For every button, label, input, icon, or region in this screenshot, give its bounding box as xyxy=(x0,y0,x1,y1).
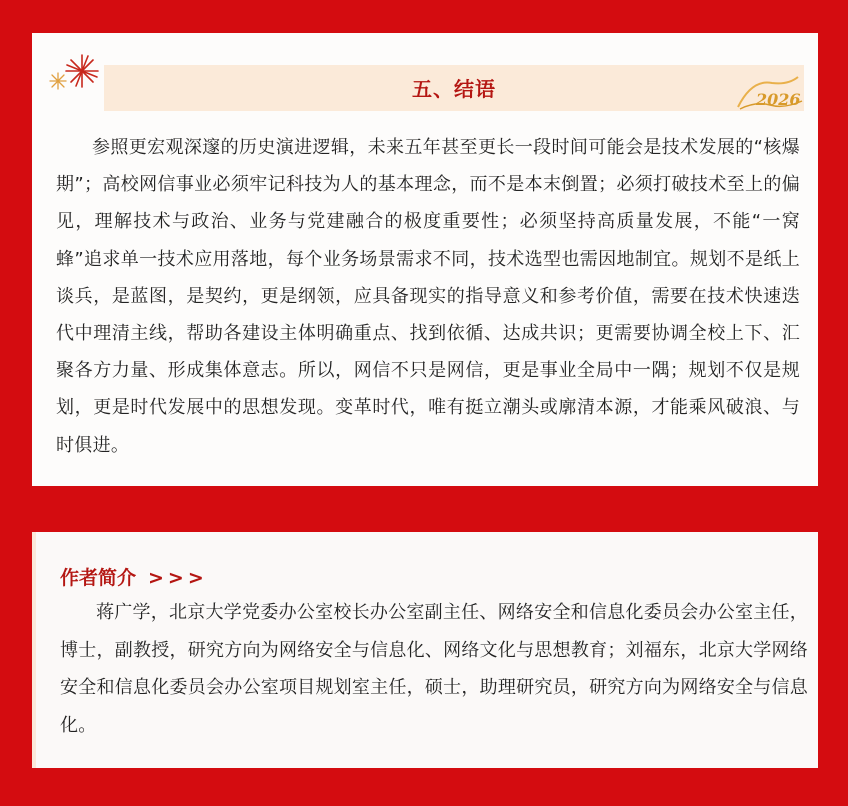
firework-icon xyxy=(46,51,102,107)
author-bio: 蒋广学，北京大学党委办公室校长办公室副主任、网络安全和信息化委员会办公室主任，博士，副教授，研究方向为网络安全与信息化、网络文化与思想教育；刘福东，北京大学网络安全和信息化委员会办公室项目规划室主任，硕士，助理研究员，研究方向为网络安全与信息化。 xyxy=(60,602,808,736)
section-title: 五、结语 xyxy=(412,77,496,101)
author-heading xyxy=(60,563,208,590)
conclusion-card xyxy=(32,33,818,486)
year-2026-icon xyxy=(732,71,808,115)
arrows-icon: >>> xyxy=(148,567,208,589)
author-heading-label: 作者简介 xyxy=(60,567,137,589)
author-card xyxy=(32,532,818,768)
year-text: 2026 xyxy=(756,90,801,109)
conclusion-paragraph: 参照更宏观深邃的历史演进逻辑，未来五年甚至更长一段时间可能会是技术发展的“核爆期”；高校网信事业必须牢记科技为人的基本理念，而不是本末倒置；必须打破技术至上的偏见，理解技术与政治、业务与党建融合的极度重要性；必须坚持高质量发展，不能“一窝蜂”追求单一技术应用落地，每个业务场景需求不同，技术选型也需因地制宜。规划不是纸上谈兵，是蓝图，是契约，更是纲领，应具备现实的指导意义和参考价值，需要在技术快速迭代中理清主线，帮助各建设主体明确重点、找到依循、达成共识；更需要协调全校上下、汇聚各方力量、形成集体意志。所以，网信不只是网信，更是事业全局中一隅；规划不仅是规划，更是时代发展中的思想发现。变革时代，唯有挺立潮头或廓清本源，才能乘风破浪、与时俱进。 xyxy=(56,137,800,456)
section-heading-band xyxy=(104,65,804,111)
